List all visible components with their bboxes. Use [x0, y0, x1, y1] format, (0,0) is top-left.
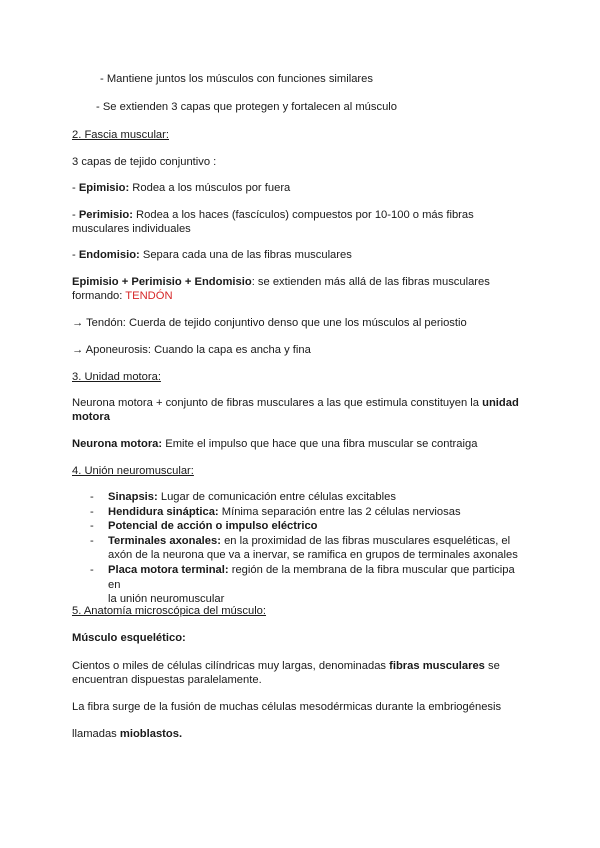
item-text-line-2: la unión neuromuscular [108, 593, 225, 606]
motor-unit-bold-1: unidad [482, 397, 519, 409]
subheading-text: Músculo esquelético: [72, 632, 186, 644]
list-item [90, 563, 530, 607]
item-label: Potencial de acción o impulso eléctrico [108, 520, 318, 533]
item-text-line-2: axón de la neurona que va a inervar, se ramifica en grupos de terminales axonales [108, 549, 518, 562]
tendon-definition: → Tendón: Cuerda de tejido conjuntivo denso que une los músculos al periostio [72, 317, 467, 329]
skeletal-muscle-subheading [72, 631, 186, 645]
list-dash: - [90, 491, 94, 503]
list-item [90, 505, 530, 520]
list-item [90, 490, 530, 505]
list-dash: - [90, 520, 94, 533]
fibers-text: Cientos o miles de células cilíndricas muy largas, denominadas [72, 660, 390, 672]
perimisio-line-2: musculares individuales [72, 223, 191, 235]
endomisio-label: Endomisio: [78, 249, 140, 261]
origin-line: La fibra surge de la fusión de muchas células mesodérmicas durante la embriogénesis [72, 701, 502, 713]
endomisio-line: - Endomisio: Separa cada una de las fibras musculares [72, 249, 352, 261]
fibers-line-2: encuentran dispuestas paralelamente. [72, 674, 262, 686]
item-label: Hendidura sináptica: [108, 505, 219, 518]
motor-unit-line-2 [72, 410, 110, 424]
myoblasts-bold: mioblastos. [119, 728, 183, 740]
item-text: Mínima separación entre las 2 células nerviosas [218, 505, 461, 518]
list-item [90, 519, 530, 534]
fibers-bold: fibras musculares [389, 660, 485, 672]
perimisio-label: Perimisio: [78, 209, 133, 221]
fascia-intro: 3 capas de tejido conjuntivo : [72, 156, 217, 168]
item-label: Placa motora terminal: [108, 563, 229, 576]
aponeurosis-definition: → Aponeurosis: Cuando la capa es ancha y fina [72, 344, 311, 356]
endomisio-text: Separa cada una de las fibras musculares [139, 249, 352, 261]
motor-unit-text: Neurona motora + conjunto de fibras musculares a las que estimula constituyen la [72, 397, 483, 409]
sum-epimisio: Epimisio [72, 276, 119, 288]
sum-text: : se extienden más allá de las fibras musculares [251, 276, 490, 288]
perimisio-text: Rodea a los haces (fascículos) compuestos por 10-100 o más fibras [132, 209, 474, 221]
intro-line-2: - Se extienden 3 capas que protegen y fortalecen al músculo [96, 101, 398, 113]
epimisio-text: Rodea a los músculos por fuera [129, 182, 291, 194]
list-item [90, 534, 530, 563]
item-label: Sinapsis: [108, 491, 158, 503]
sum-text-2: formando: [72, 290, 126, 302]
epimisio-line: - Epimisio: Rodea a los músculos por fuera [72, 182, 291, 194]
layers-summary [72, 275, 490, 289]
motor-neuron-label: Neurona motora: [72, 438, 163, 450]
section-2-heading: 2. Fascia muscular: [72, 129, 169, 141]
sum-perimisio: Perimisio [131, 276, 182, 288]
item-text: Lugar de comunicación entre células excitables [157, 491, 396, 503]
sum-plus-2: + [181, 276, 195, 288]
item-text: región de la membrana de la fibra muscular que participa en [108, 563, 515, 591]
motor-unit-bold-2: motora [72, 411, 110, 423]
list-dash: - [90, 505, 94, 518]
sum-endomisio: Endomisio [194, 276, 252, 288]
epimisio-label: Epimisio: [78, 182, 130, 194]
fibers-line-1 [72, 659, 500, 673]
sum-plus-1: + [118, 276, 132, 288]
layers-summary-line-2 [72, 289, 173, 303]
motor-neuron-text: Emite el impulso que hace que una fibra muscular se contraiga [162, 438, 478, 450]
section-5-heading: 5. Anatomía microscópica del músculo: [72, 605, 267, 617]
myoblasts-text: llamadas [72, 728, 120, 740]
motor-neuron-line [72, 437, 477, 451]
tendon-word: TENDÓN [125, 290, 173, 302]
list-dash: - [90, 563, 94, 576]
motor-unit-line-1 [72, 396, 519, 410]
perimisio-line: - Perimisio: Rodea a los haces (fascículos) compuestos por 10-100 o más fibras [72, 209, 474, 221]
list-dash: - [90, 534, 94, 547]
section-3-heading: 3. Unidad motora: [72, 371, 161, 383]
item-text: en la proximidad de las fibras musculares esqueléticas, el [220, 534, 511, 547]
fibers-text-2: se [484, 660, 500, 672]
myoblasts-line [72, 727, 182, 741]
item-label: Terminales axonales: [108, 534, 221, 547]
intro-line-1: - Mantiene juntos los músculos con funciones similares [100, 73, 373, 85]
neuromuscular-list [90, 490, 530, 607]
section-4-heading: 4. Unión neuromuscular: [72, 465, 194, 477]
